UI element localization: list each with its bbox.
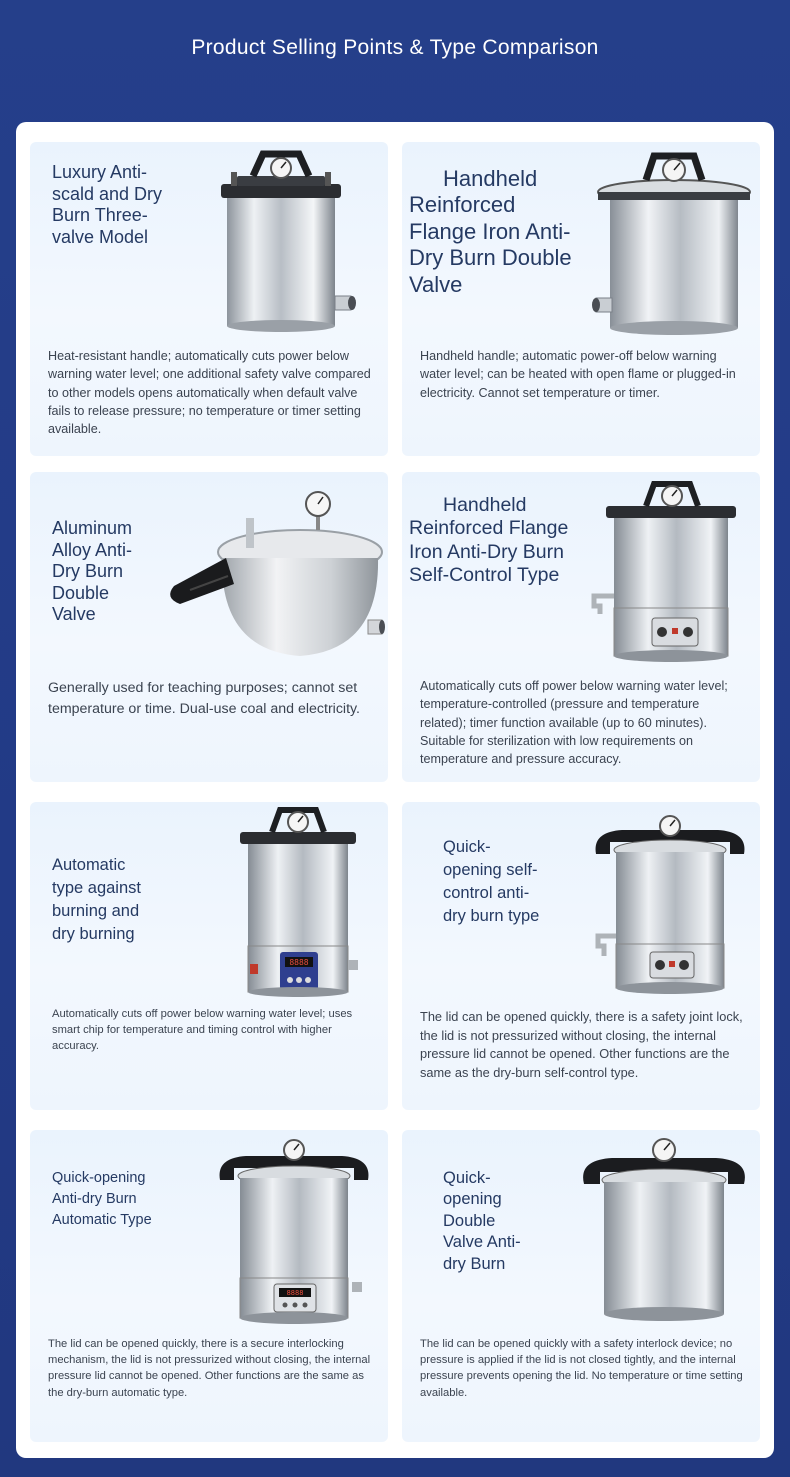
card-description: Automatically cuts off power below warning water level; temperature-controlled (pressure and temperature related); timer function available (up to 60 minutes). Suitable for sterilization with low requirements on temperature and pressure accuracy.: [420, 679, 728, 766]
card-description: The lid can be opened quickly, there is a safety joint lock, the lid is not pressurized without closing, the internal pressure lid cannot be opened. Other functions are the same as the dry-burn self-control type.: [420, 1009, 743, 1080]
aluminum-pressure-cooker-icon: [160, 480, 386, 670]
product-card-self-control: [402, 472, 760, 782]
svg-text:8888: 8888: [286, 1289, 304, 1297]
autoclave-three-valve-icon: [200, 146, 382, 336]
card-description: The lid can be opened quickly with a safety interlock device; no pressure is applied if the lid is not closed tightly, and the internal pressure prevents opening the lid. No temperature or time setting available.: [420, 1338, 743, 1399]
card-description: Generally used for teaching purposes; cannot set temperature or time. Dual-use coal and electricity.: [48, 680, 360, 717]
card-title: Luxury Anti-scald and Dry Burn Three-valve Model: [52, 162, 163, 247]
card-title: Automatic type against burning and dry burning: [52, 856, 141, 944]
card-description: Automatically cuts off power below warning water level; uses smart chip for temperature and timing control with higher accuracy.: [52, 1008, 353, 1053]
product-card-double-valve: [402, 142, 760, 456]
card-description: The lid can be opened quickly, there is a secure interlocking mechanism, the lid is not pressurized without closing, the internal pressure lid cannot be opened. Other functions are the same as the dry-burn automatic type.: [48, 1338, 371, 1399]
page-title: Product Selling Points & Type Comparison: [191, 36, 599, 59]
card-title: Handheld Reinforced Flange Iron Anti-Dry Burn Self-Control Type: [409, 494, 569, 587]
autoclave-automatic-icon: [220, 804, 376, 1000]
autoclave-quick-open-double-valve-icon: [570, 1134, 758, 1328]
autoclave-double-valve-icon: [588, 148, 756, 340]
card-description: Handheld handle; automatic power-off below warning water level; can be heated with open flame or plugged-in electricity. Cannot set temperature or timer.: [420, 349, 736, 400]
product-card-aluminum: [30, 472, 388, 782]
autoclave-quick-open-self-control-icon: [582, 808, 758, 1000]
card-title: Quick-opening Anti-dry Burn Automatic Type: [52, 1170, 152, 1229]
autoclave-self-control-icon: [586, 478, 756, 670]
product-card-quick-open-self-control: [402, 802, 760, 1110]
comparison-panel: [16, 122, 774, 1458]
autoclave-quick-open-automatic-icon: [206, 1134, 382, 1328]
card-title: Handheld Reinforced Flange Iron Anti-Dry Burn Double Valve: [409, 166, 572, 297]
card-title: Aluminum Alloy Anti-Dry Burn Double Valve: [52, 518, 133, 625]
card-description: Heat-resistant handle; automatically cuts power below warning water level; one additional safety valve compared to other models opens automatically when default valve fails to release pressure; no temperature or timer setting available.: [48, 349, 371, 436]
product-card-automatic: [30, 802, 388, 1110]
product-card-quick-open-double-valve: [402, 1130, 760, 1442]
card-title: Quick-opening Double Valve Anti-dry Burn: [443, 1169, 521, 1273]
card-title: Quick-opening self-control anti-dry burn type: [443, 838, 540, 926]
product-card-three-valve: [30, 142, 388, 456]
product-card-quick-open-automatic: [30, 1130, 388, 1442]
svg-text:8888: 8888: [289, 958, 309, 967]
